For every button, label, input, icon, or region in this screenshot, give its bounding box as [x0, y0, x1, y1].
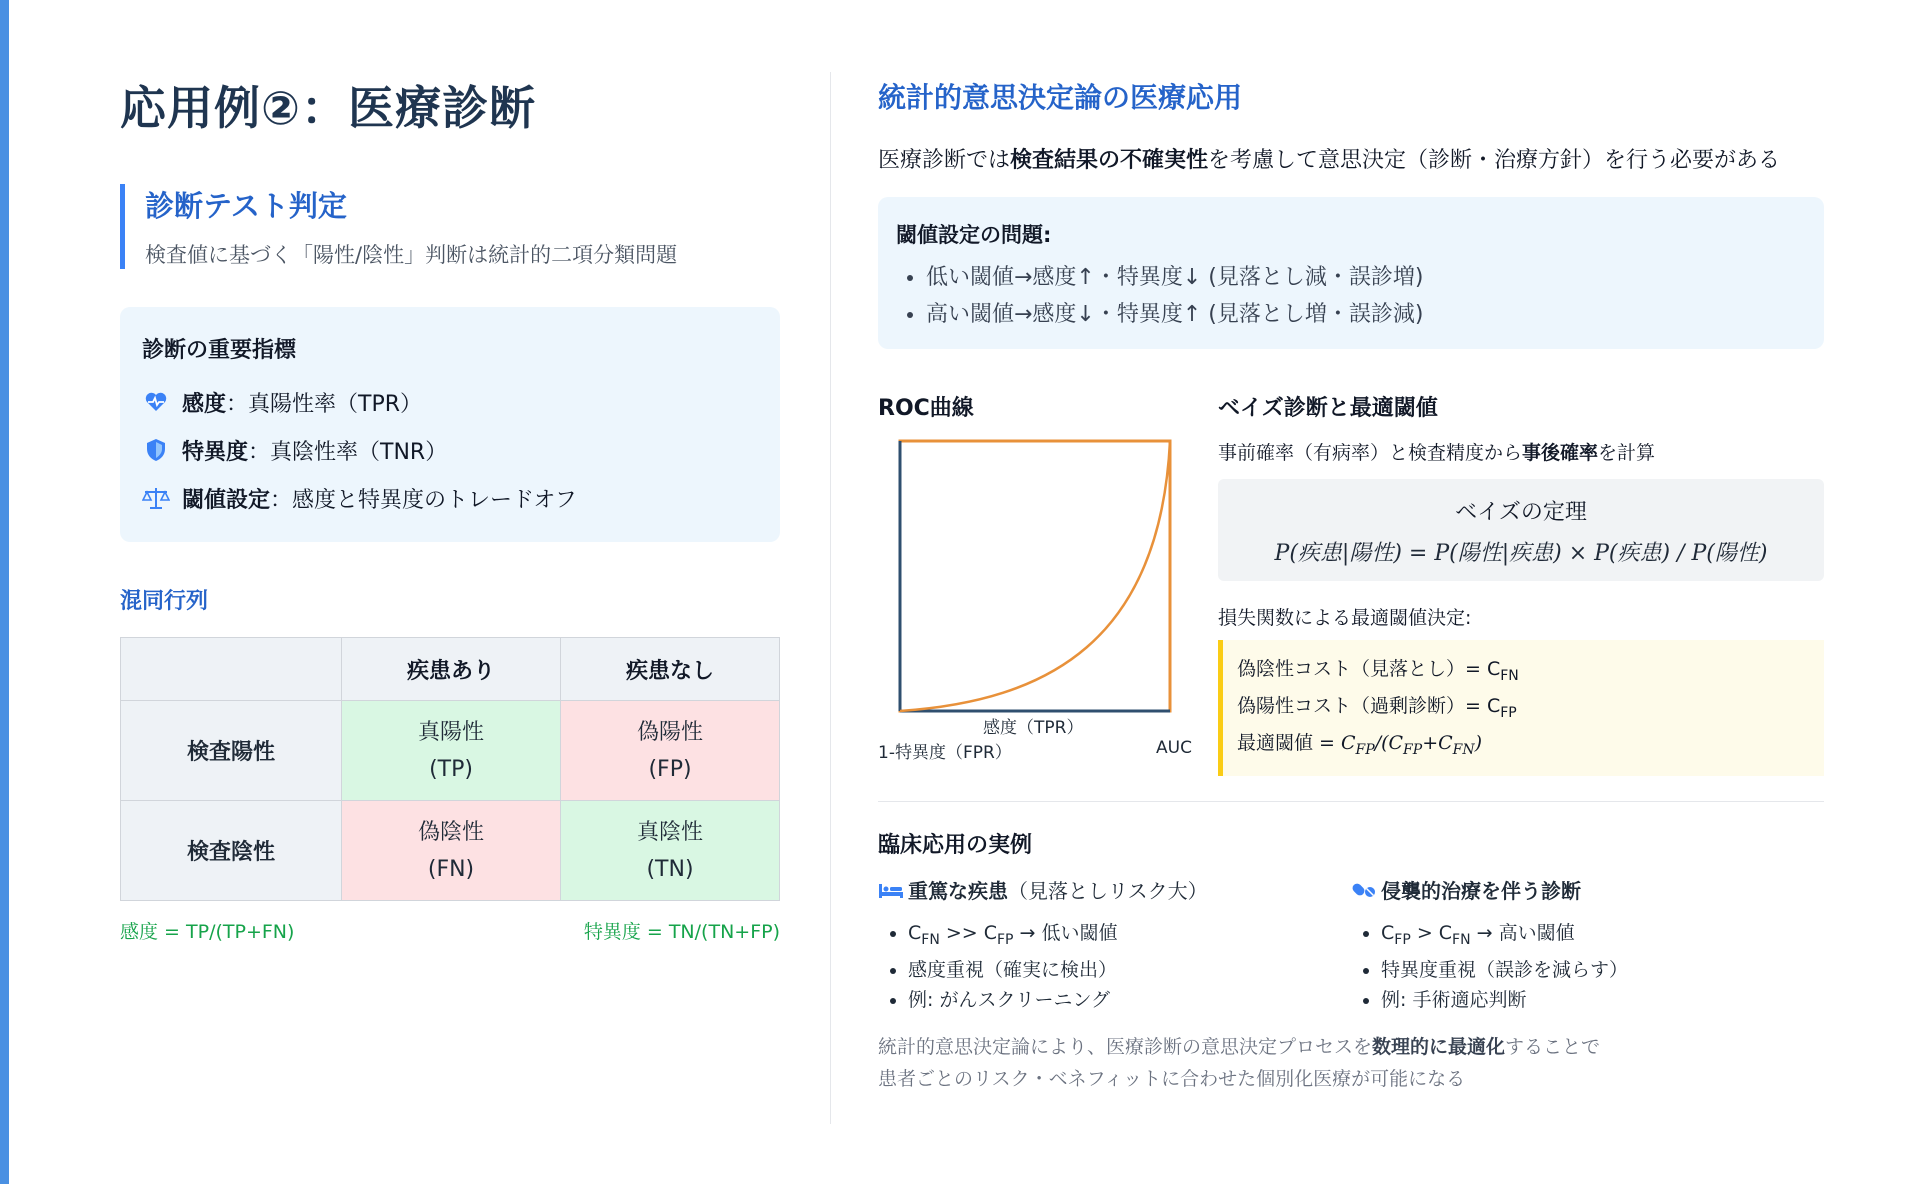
bayes-desc-emphasis: 事後確率: [1522, 442, 1599, 464]
cell-abbr: (TN): [646, 856, 694, 882]
cell-false-negative: [342, 801, 561, 901]
clinical-head-note: （見落としリスク大）: [1008, 879, 1208, 903]
list-item: • 特異度重視（誤診を減らす）: [1381, 955, 1824, 985]
loss-function-box: [1218, 640, 1824, 776]
clinical-examples-row: [878, 875, 1824, 1015]
metric-sensitivity: [142, 378, 758, 426]
clinical-head: [1351, 875, 1824, 904]
list-item: • 低い閾値→感度↑・特異度↓ (見落とし減・誤診増): [926, 259, 1806, 296]
threshold-title: 閾値設定の問題:: [896, 223, 1052, 247]
section-title: 診断テスト判定: [145, 189, 347, 223]
cell-abbr: (FP): [648, 756, 692, 782]
bayes-desc-text: 事前確率（有病率）と検査精度から: [1218, 442, 1523, 464]
key-metrics-box: [120, 307, 780, 542]
conclusion-post: することで: [1505, 1035, 1601, 1058]
threshold-list: [896, 259, 1806, 333]
conclusion-line-1: [878, 1031, 1824, 1063]
conclusion-pre: 統計的意思決定論により、医療診断の意思決定プロセスを: [878, 1035, 1373, 1058]
roc-panel: [878, 391, 1218, 781]
optimal-threshold-line: [1237, 728, 1808, 765]
cell-label: 真陽性: [417, 719, 484, 745]
pills-icon: [1351, 879, 1377, 901]
clinical-list: [1351, 918, 1824, 1015]
diagnostic-test-section: [120, 184, 780, 269]
bed-icon: [878, 879, 904, 901]
row-header-test-positive: 検査陽性: [121, 701, 342, 801]
optimal-threshold-text: 最適閾値 =: [1237, 731, 1341, 754]
bayes-theorem-box: [1218, 479, 1824, 581]
relation-text: >> C: [939, 922, 997, 944]
fn-cost-text: 偽陰性コスト（見落とし）= C: [1237, 658, 1501, 680]
fn-cost-line: [1237, 654, 1808, 691]
shield-icon: [142, 436, 170, 464]
roc-curve: [900, 441, 1170, 711]
subscript: FN: [921, 931, 940, 948]
table-corner-cell: [121, 638, 342, 701]
confusion-formulas: [120, 917, 780, 944]
clinical-head: [878, 875, 1351, 904]
right-column: [878, 60, 1824, 1095]
metric-threshold: [142, 474, 758, 522]
loss-function-label: 損失関数による最適閾値決定:: [1218, 607, 1472, 629]
list-item: • 例: 手術適応判断: [1381, 985, 1824, 1015]
relation-tail: → 高い閾値: [1470, 922, 1575, 944]
subscript: FP: [1500, 704, 1517, 721]
threshold-problem-box: [878, 197, 1824, 349]
metric-name: 閾値設定: [182, 487, 271, 513]
roc-bayes-row: [878, 391, 1824, 781]
bayes-formula: P(疾患|陽性) = P(陽性|疾患) × P(疾患) / P(陽性): [1274, 541, 1768, 566]
cell-true-positive: [342, 701, 561, 801]
subscript: FP: [997, 931, 1014, 948]
fp-cost-text: 偽陽性コスト（過剰診断）= C: [1237, 694, 1501, 717]
cell-abbr: (FN): [427, 856, 475, 882]
cell-false-positive: [561, 701, 780, 801]
col-header-disease-yes: 疾患あり: [342, 638, 561, 701]
metric-desc: ：真陽性率（TPR）: [226, 391, 423, 417]
confusion-matrix-table: [120, 637, 780, 901]
roc-auc-label: AUC: [1156, 738, 1192, 758]
bayes-desc-tail: を計算: [1598, 442, 1656, 464]
table-row: [121, 801, 780, 901]
roc-y-label: 感度（TPR）: [983, 718, 1084, 738]
list-item: • 高い閾値→感度↓・特異度↑ (見落とし増・誤診減): [926, 296, 1806, 333]
subscript: FN: [1452, 931, 1471, 948]
subscript: FP: [1403, 741, 1423, 758]
subscript: FP: [1355, 741, 1375, 758]
conclusion-emphasis: 数理的に最適化: [1372, 1035, 1506, 1058]
page-title: 応用例②：医療診断: [120, 81, 536, 135]
cell-abbr: (TP): [429, 756, 473, 782]
list-item: • $C_{FN} >> C_{FP}$ → 低い閾値: [908, 918, 1351, 955]
intro-text-tail: を考慮して意思決定（診断・治療方針）を行う必要がある: [1208, 148, 1781, 173]
roc-title: ROC曲線: [878, 396, 974, 421]
intro-paragraph: [878, 142, 1824, 179]
list-item: • $C_{FP} > C_{FN}$ → 高い閾値: [1381, 918, 1824, 955]
optimal-threshold-formula: $C_{FP}/(C_{FP}+C_{FN})$: [1341, 731, 1483, 758]
clinical-list: [878, 918, 1351, 1015]
conclusion-text: [878, 1031, 1824, 1095]
bayes-panel: [1218, 391, 1824, 781]
table-row: [121, 701, 780, 801]
row-header-test-negative: 検査陰性: [121, 801, 342, 901]
cell-label: 偽陰性: [417, 819, 484, 845]
heartbeat-icon: [142, 388, 170, 416]
right-section-title: 統計的意思決定論の医療応用: [878, 81, 1243, 114]
subscript: FN: [1500, 667, 1519, 684]
roc-frame-top-right: [900, 441, 1170, 711]
clinical-examples-title: 臨床応用の実例: [878, 833, 1033, 858]
bayes-theorem-name: ベイズの定理: [1455, 500, 1587, 525]
balance-scale-icon: [142, 484, 170, 512]
col-header-disease-no: 疾患なし: [561, 638, 780, 701]
specificity-formula: 特異度 = TN/(TN+FP): [583, 921, 780, 943]
left-accent-bar: [0, 0, 9, 1184]
section-subtitle: 検査値に基づく「陽性/陰性」判断は統計的二項分類問題: [145, 243, 678, 267]
subscript: FP: [1394, 931, 1411, 948]
roc-x-label: 1-特異度（FPR）: [878, 743, 1012, 763]
clinical-head-title: 重篤な疾患: [908, 879, 1008, 903]
sensitivity-formula: 感度 = TP/(TP+FN): [120, 921, 295, 943]
cell-label: 偽陽性: [636, 719, 703, 745]
bayes-title: ベイズ診断と最適閾値: [1218, 396, 1438, 421]
metric-name: 特異度: [182, 439, 249, 465]
list-item: • 例: がんスクリーニング: [908, 985, 1351, 1015]
list-item: • 感度重視（確実に検出）: [908, 955, 1351, 985]
relation-tail: → 低い閾値: [1013, 922, 1118, 944]
metric-name: 感度: [182, 391, 227, 417]
cell-label: 真陰性: [636, 819, 703, 845]
clinical-severe-disease: [878, 875, 1351, 1015]
metric-specificity: [142, 426, 758, 474]
metric-desc: ：感度と特異度のトレードオフ: [270, 487, 577, 513]
clinical-head-title: 侵襲的治療を伴う診断: [1381, 879, 1581, 903]
clinical-invasive-treatment: [1351, 875, 1824, 1015]
subscript: FN: [1452, 741, 1475, 758]
fp-cost-line: [1237, 691, 1808, 728]
cell-true-negative: [561, 801, 780, 901]
metrics-title: 診断の重要指標: [142, 338, 297, 363]
conclusion-line-2: 患者ごとのリスク・ベネフィットに合わせた個別化医療が可能になる: [878, 1067, 1466, 1090]
left-column: [120, 60, 780, 944]
intro-text: 医療診断では: [878, 148, 1011, 173]
bayes-description: [1218, 438, 1824, 465]
table-header-row: [121, 638, 780, 701]
intro-emphasis: 検査結果の不確実性: [1010, 148, 1209, 173]
roc-curve-diagram: [898, 431, 1178, 721]
section-divider: [878, 801, 1824, 802]
metric-desc: ：真陰性率（TNR）: [248, 439, 448, 465]
relation-text: > C: [1410, 922, 1453, 944]
confusion-matrix-title: 混同行列: [120, 589, 209, 614]
column-divider: [830, 72, 831, 1124]
